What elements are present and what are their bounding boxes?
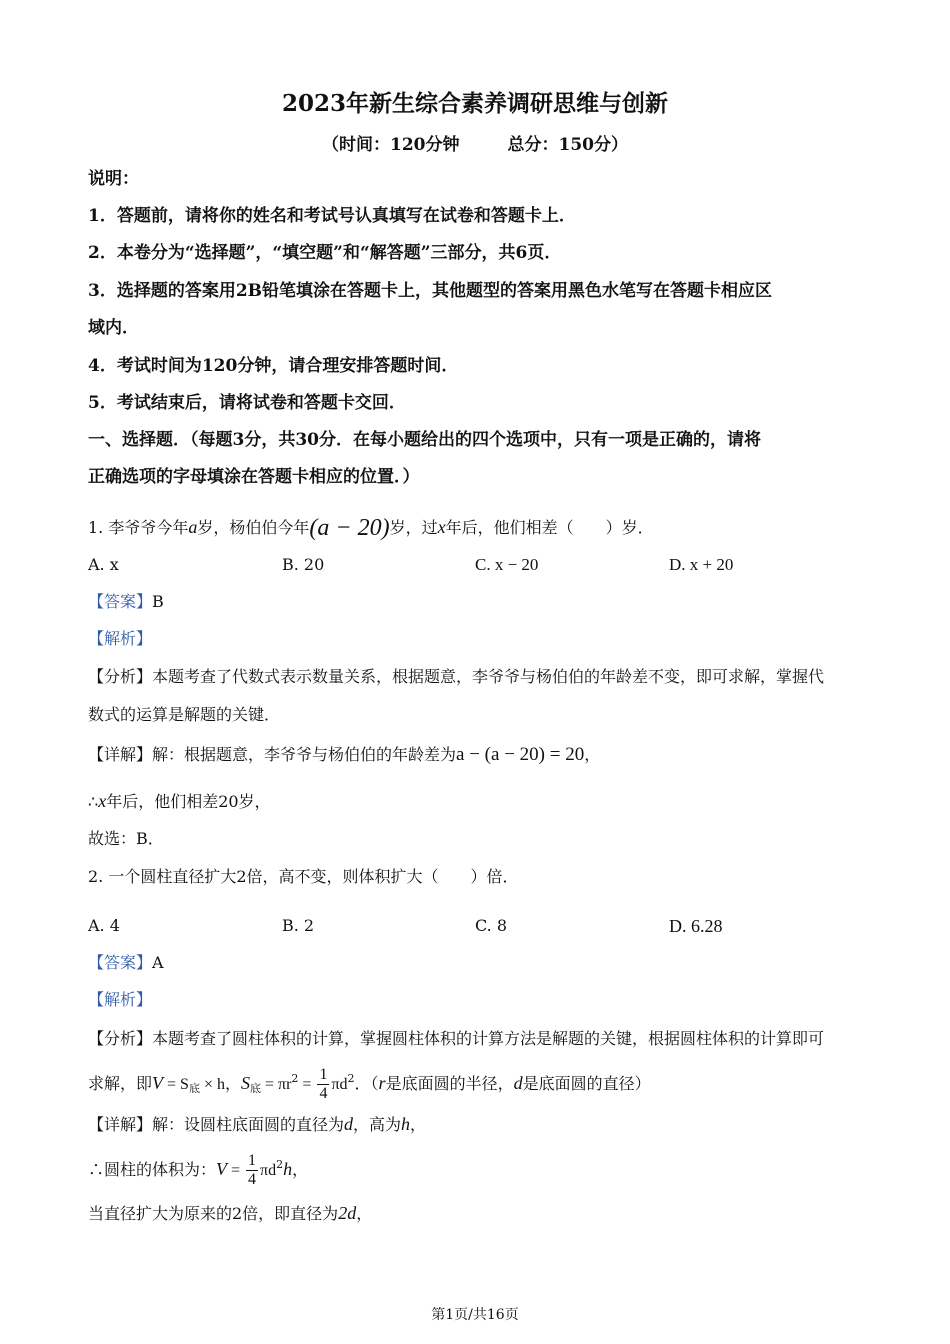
note-item: 2．本卷分为“选择题”，“填空题”和“解答题”三部分，共6页． [88, 243, 562, 263]
page-title: 2023年新生综合素养调研思维与创新 [281, 90, 668, 117]
diameter-line: 当直径扩大为原来的2倍，即直径为2d， [88, 1203, 373, 1223]
note-item: 1．答题前，请将你的姓名和考试号认真填写在试卷和答题卡上． [88, 206, 576, 226]
section-heading-cont: 正确选项的字母填涂在答题卡相应的位置．） [88, 467, 420, 487]
exam-time: （时间：120分钟 [322, 135, 460, 155]
notes-heading: 说明： [88, 169, 139, 189]
fraction-one-quarter: $\frac{1}{4}$ [248, 1152, 257, 1188]
page-footer: 第1页/共16页 [431, 1307, 519, 1323]
option-b: B. 2 [282, 916, 315, 935]
conclusion-line: ∴x年后，他们相差20岁， [88, 791, 271, 811]
note-item: 3．选择题的答案用2B铅笔填涂在答题卡上，其他题型的答案用黑色水笔写在答题卡相应区 [88, 281, 773, 301]
analysis-text: 【分析】本题考查了代数式表示数量关系，根据题意，李爷爷与杨伯伯的年龄差不变，即可求解，掌握代 [88, 667, 825, 686]
analysis-text: 【分析】本题考查了圆柱体积的计算，掌握圆柱体积的计算方法是解题的关键，根据圆柱体积的计算即可 [88, 1029, 825, 1048]
question-2-stem: 2. 一个圆柱直径扩大2倍，高不变，则体积扩大（ ）倍． [88, 867, 519, 886]
answer-value: B [152, 592, 164, 611]
section-heading: 一、选择题．（每题3分，共30分．在每小题给出的四个选项中，只有一项是正确的，请将 [88, 430, 761, 450]
answer-line [88, 952, 164, 974]
exam-score: 总分：150分） [507, 135, 628, 155]
answer-value: A [152, 953, 164, 972]
option-c: C. 8 [475, 916, 508, 935]
analysis-tag: 【解析】 [88, 629, 153, 648]
note-item: 5．考试结束后，请将试卷和答题卡交回． [88, 393, 406, 413]
option-b: B. 20 [282, 555, 325, 574]
answer-line [88, 591, 164, 613]
note-item: 域内． [88, 318, 139, 338]
volume-formula-line: ∴圆柱的体积为：V = $\frac{1}{4}$ $\pi d^2h$， [88, 1152, 309, 1188]
analysis-text-cont: 数式的运算是解题的关键． [88, 705, 281, 724]
answer-tag: 【答案】 [88, 953, 153, 972]
option-a: A. 4 [88, 916, 120, 935]
choice-line: 故选：B． [88, 829, 164, 848]
answer-tag: 【答案】 [88, 592, 153, 611]
option-a: A. x [88, 555, 119, 574]
option-d: D. x + 20 [669, 555, 734, 574]
detail-text: 【详解】解：设圆柱底面圆的直径为d，高为h， [88, 1114, 427, 1134]
fraction-one-quarter: $\frac{1}{4}$ [319, 1066, 328, 1102]
detail-text: 【详解】解：根据题意，李爷爷与杨伯伯的年龄差为a − (a − 20) = 20， [88, 744, 601, 765]
analysis-formula-line: 求解，即$V = S_底 \times h$，$S_底 = \pi r^2$ = $\frac{1}{4}$ $\pi d^2$．（r是底面圆的半径，d是底面圆的直径） [88, 1066, 651, 1102]
option-c: C. x − 20 [475, 555, 539, 574]
question-1-stem: 1. 李爷爷今年a岁，杨伯伯今年(a − 20)岁，过x年后，他们相差（ ）岁． [88, 515, 654, 541]
exam-info [0, 130, 950, 155]
analysis-tag: 【解析】 [88, 990, 153, 1009]
note-item: 4．考试时间为120分钟，请合理安排答题时间． [88, 356, 459, 376]
option-d: D. 6.28 [669, 916, 723, 936]
